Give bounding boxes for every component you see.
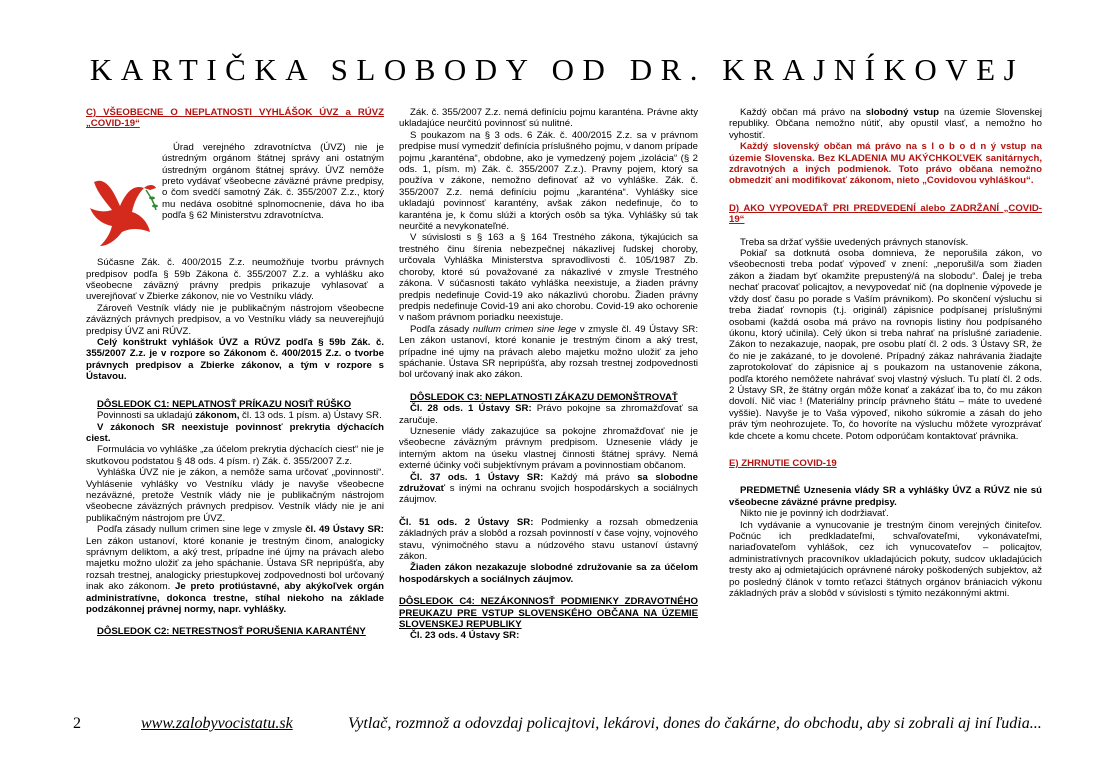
paragraph (86, 422, 384, 445)
paragraph: Zák. č. 355/2007 Z.z. nemá definíciu pojmu karanténa. Právne akty ukladajúce neurčitú povinnosť sú nulitné. (399, 107, 698, 130)
bold-text: V zákonoch SR neexistuje povinnosť prekrytia dýchacích ciest. (86, 421, 384, 444)
bold-text: Žiaden zákon nezakazuje slobodné združovanie sa za účelom hospodárskych a sociálnych záujmov. (399, 562, 698, 585)
page-title: KARTIČKA SLOBODY OD DR. KRAJNÍKOVEJ (89, 52, 1025, 87)
subsection-c3-heading: DÔSLEDOK C3: NEPLATNOSTI ZÁKAZU DEMONŠTROVAŤ (410, 391, 678, 403)
website-link[interactable]: www.zalobyvocistatu.sk (141, 715, 293, 732)
paragraph: V súvislosti s § 163 a § 164 Trestného zákona, týkajúcich sa trestného činu šírenia nebezpečnej nákazlivej ľudskej choroby, určovala Vyhláška Ministerstva spravodlivosti č. 105/1987 Zb. choroby, ktoré sú považované za nákazlivé v zmysle Trestného zákona. V súčasnosti takáto vyhláška neexistuje, a žiaden právny predpis nedefinuje Covid-19 ako nákazlivú chorobu. Žiaden právny predpis nedefinuje Covid-19 ani ako chorobu. Covid-19 ako ochorenie v našom právnom poriadku neexistuje. (399, 232, 698, 324)
paragraph: Čl. 51 ods. 2 Ústavy SR: Podmienky a rozsah obmedzenia základných práv a slobôd a rozsah povinností v čase vojny, vojnového stavu, výnimočného stavu a núdzového stavu ustanoví ústavný zákon. (399, 516, 698, 563)
intro-block (86, 142, 384, 257)
section-c-heading: C) VŠEOBECNE O NEPLATNOSTI VYHLÁŠOK ÚVZ a RÚVZ „COVID-19“ (86, 107, 384, 130)
highlight-paragraph: Každý slovenský občan má právo na s l o b o d n ý vstup na územie Slovenska. Bez KLADENIA MU AKÝCHKOĽVEK sanitárnych, zdravotných a iných podmienok. Toto právo občana nemožno obmedziť ani modifikovať zákonom, nieto „Covidovou vyhláškou“. (729, 141, 1042, 187)
intro-paragraph: Úrad verejného zdravotníctva (ÚVZ) nie je ústredným orgánom štátnej správy ani ostatným ústredným orgánom štátnej správy. ÚVZ nemôže preto vydávať všeobecne záväzné právne predpisy, o čom svedčí samotný Zák. č. 355/2007 Z.z., ktorý mu nedáva osobitné splnomocnenie, dáva ho iba podľa § 62 Ministerstvu zdravotníctva. (162, 141, 384, 222)
section-e-heading: E) ZHRNUTIE COVID-19 (729, 457, 837, 469)
column-middle (399, 107, 698, 642)
paragraph: Formulácia vo vyhláške „za účelom prekrytia dýchacích ciest“ nie je skutkovou podstatou § 48 ods. 4 písm. r) Zák. č. 355/2007 Z.z. (86, 444, 384, 467)
subsection-c1-heading: DÔSLEDOK C1: NEPLATNOSŤ PRÍKAZU NOSIŤ RÚŠKO (97, 398, 352, 410)
paragraph (399, 562, 698, 585)
paragraph: Treba sa držať vyššie uvedených právnych stanovísk. (740, 236, 969, 248)
column-left (86, 107, 384, 638)
paragraph: Zároveň Vestník vlády nie je publikačným nástrojom všeobecne záväzných právnych predpisov, a vo Vestníku vlády sa neuverejňujú predpisy ÚVZ ani RÚVZ. (86, 302, 384, 337)
paragraph (399, 630, 698, 641)
subsection-c4-heading: DÔSLEDOK C4: NEZÁKONNOSŤ PODMIENKY ZDRAVOTNÉHO PREUKAZU PRE VSTUP SLOVENSKÉHO OBČANA NA ÚZEMIE SLOVENSKEJ REPUBLIKY (399, 596, 698, 631)
paragraph: S poukazom na § 3 ods. 6 Zák. č. 400/2015 Z.z. sa v právnom predpise musí vymedziť definícia príslušného pojmu, v danom prípade pojmu „karanténa“, obdobne, ako je vymedzený pojem „izolácia“ (§ 2 ods. 1, písm. m) Zák. č. 355/2007 Z.z.). Pravny pojem, ktorý sa používa v zákone, nemožno definovať až vo vyhláške. Zák. č. 355/2007 Z.z. nemá definíciu pojmu „karanténa“. Vyhlášky sice ukladajú povinnosť karantény, avšak zákon nedefinuje, čo to karanténa je, k čomu slúži a ktorých osôb sa týka. Vyhlášky sú tak neurčité a nevykonateľné. (399, 129, 698, 233)
footer-tagline: Vytlač, rozmnož a odovzdaj policajtovi, lekárovi, dones do čakárne, do obchodu, aby si zobrali aj iní ľudia... (348, 715, 1042, 732)
paragraph: Vyhláška ÚVZ nie je zákon, a nemôže sama určovať „povinnosti“. Vyhlásenie vyhlášky vo Vestníku vlády je navyše všeobecne nezáväzné, pretože Vestník vlády nie je publikačným nástrojom všeobecne záväzných právnych predpisov. Vestník vlády nie je ani publikačným nástrojom pre ÚVZ. (86, 467, 384, 524)
paragraph: Pokiaľ sa dotknutá osoba domnieva, že neporušila zákon, vo všeobecnosti treba podať výpoveď v znení: „neporušil/a som žiaden zákon a žiadam byť okamžite prepustený/á na slobodu“. Ďalej je treba nechať pracovať policajtov, a nevypovedať nič (na doplnenie výpovede je vždy dosť času po porade s Vaším právnikom). Po skončení výsluchu si treba žiadať rovnopis (t.j. originál) zápisnice podpísanej príslušnými osobami (každá osoba má právo na rovnopis listiny ňou podpísaného úkonu, ktorý učinila). Celý úkon si treba nahrať na príslušné zariadenie. Zákon to nezakazuje, naopak, pre osobu platí čl. 2 ods. 3 Ústavy SR, že čo nie je zakázané, to je dovolené. Prípadný zákaz nahrávania žiadajte zaprotokolovať do zápisnice aj s poukazom na ustanovenie zákona, podľa ktorého nemôžete nahrávať svoj vlastný výsluch. Tu platí čl. 2 ods. 2 Ústavy SR, že štátny orgán môže konať a zakázať iba to, čo mu zákon dovolí. Nič viac ! (Materiálny princíp právneho štátu – máte to uvedené vyššie). Navyše je to Vaša výpoveď, nikoho súkromie a zásah do jeho práv tým neohrozujete. To, čo hovoríte na výsluchu môžete vyrozprávať kde chcete a komu chcete. Potom odporúčam kontaktovať právnika. (729, 248, 1042, 442)
paragraph: Každý občan má právo na slobodný vstup na územie Slovenskej republiky. Občana nemožno nútiť, aby opustil vlasť, a nemožno ho vyhostiť. (729, 107, 1042, 141)
paragraph: Podľa zásady nullum crimen sine lege v zmysle čl. 49 Ústavy SR: Len zákon ustanoví, ktoré konanie je trestným činom a aký trest, prípadne iné ujmy na právach alebo majetku možno uložiť za jeho spáchanie. Ústava SR nepripúšťa, aby rozsah trestnej zodpovednosti bol určovaný inak ako zákon. (399, 323, 699, 381)
paragraph: Čl. 28 ods. 1 Ústavy SR: Právo pokojne sa zhromažďovať sa zaručuje. (399, 403, 698, 426)
paragraph: Nikto nie je povinný ich dodržiavať. (740, 508, 889, 520)
section-d-heading: D) AKO VYPOVEDAŤ PRI PREDVEDENÍ alebo ZADRŽANÍ „COVID-19“ (729, 202, 1042, 226)
subsection-c2-heading: DÔSLEDOK C2: NETRESTNOSŤ PORUŠENIA KARANTÉNY (97, 626, 366, 638)
bold-text: PREDMETNÉ Uznesenia vlády SR a vyhlášky ÚVZ a RÚVZ nie sú všeobecne záväzné právne predpisy. (729, 485, 1042, 508)
paragraph (729, 485, 1042, 508)
paragraph: Povinnosti sa ukladajú zákonom, čl. 13 ods. 1 písm. a) Ústavy SR. (97, 410, 382, 422)
paragraph: Podľa zásady nullum crimen sine lege v zmysle čl. 49 Ústavy SR: Len zákon ustanoví, ktoré konanie je trestným činom, analogicky správnym deliktom, a aký trest, prípadne iné újmy na právach alebo majetku možno uložiť za jeho spáchanie. Ústava SR nepripúšťa, aby rozsah trestnej, analogicky priestupkovej zodpovednosti bol určovaný inak ako zákonom. Je preto protiústavné, aby akýkoľvek orgán administratívne, dokonca trestne, stíhal niekoho na základe podzákonnej právnej normy, napr. vyhlášky. (86, 524, 384, 615)
bold-text: Čl. 23 ods. 4 Ústavy SR: (410, 630, 520, 642)
dove-with-olive-branch-icon (86, 142, 158, 257)
paragraph: Súčasne Zák. č. 400/2015 Z.z. neumožňuje tvorbu právnych predpisov podľa § 59b Zákona č. 355/2007 Z.z. a vyhlášku ako všeobecne záväzný právny predpis prikazuje vyhlasovať a uverejňovať v Zbierke zákonov, nie vo Vestníku vlády. (86, 257, 384, 303)
column-right (729, 107, 1042, 599)
paragraph: Uznesenie vlády zakazujúce sa pokojne zhromažďovať nie je všeobecne záväzným právnym predpisom. Uznesenie vlády je interným aktom na úseku vlastnej činnosti štátnej správy. Nemá externé účinky voči subjektívnym právam a povinnostiam občanom. (399, 425, 698, 472)
paragraph (86, 337, 384, 383)
page-number: 2 (73, 715, 81, 732)
paragraph: Ich vydávanie a vynucovanie je trestným činom verejných činiteľov. Počnúc ich predkladateľmi, schvaľovateľmi, vykonávateľmi, nariaďovateľom vyhlášok, cez ich vynucovateľov – policajtov, administratívnych pracovníkov ukladajúcich pokuty, sudcov ukladajúcich tresty ako aj odmietajúcich oprávnené nároky poškodených subjektov, až po posledný článok v tomto reťazci štátnych orgánov brániacich výkonu základných práv a slobôd v súvislosti s týmito nezákonnými aktmi. (729, 519, 1042, 600)
bold-text: Celý konštrukt vyhlášok ÚVZ a RÚVZ podľa § 59b Zák. č. 355/2007 Z.z. je v rozpore so Zákonom č. 400/2015 Z.z. o tvorbe právnych predpisov a Zbierke zákonov, a tým v rozpore s Ústavou. (86, 337, 384, 383)
paragraph: Čl. 37 ods. 1 Ústavy SR: Každý má právo sa slobodne združovať s inými na ochranu svojich hospodárskych a sociálnych záujmov. (399, 471, 698, 506)
